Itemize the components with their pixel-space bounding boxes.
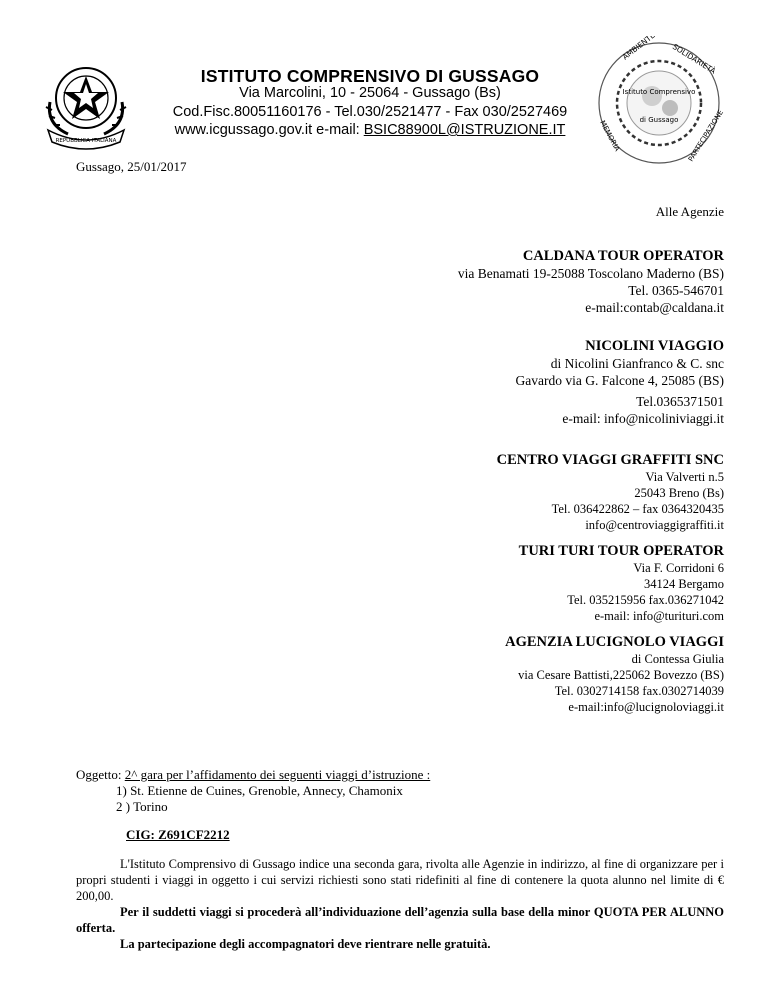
agency-name: NICOLINI VIAGGIO [585,338,724,354]
subject-text: 2^ gara per l’affidamento dei seguenti viaggi d’istruzione : [124,767,431,782]
school-address: Via Marcolini, 10 - 25064 - Gussago (Bs) [239,85,501,101]
agency-address: via Benamati 19-25088 Toscolano Maderno (BS) [457,266,724,281]
logo-word-ambiente: AMBIENTE [620,36,657,62]
subject-line [76,767,430,783]
agency-name: TURI TURI TOUR OPERATOR [518,543,724,559]
logo-inner-line-2: di Gussago [639,116,679,124]
logo-word-partecipazione: PARTECIPAZIONE [686,108,726,164]
body-paragraph-bold: Per il suddetti viaggi si procederà all’individuazione dell’agenzia sulla base della minor QUOTA PER ALUNNO offerta. [76,905,724,935]
agency-name: CENTRO VIAGGI GRAFFITI SNC [496,452,724,468]
agency-email[interactable]: e-mail: info@nicoliniviaggi.it [562,411,724,426]
agency-address: via Cesare Battisti,225062 Bovezzo (BS) [518,668,724,682]
agency-block [505,634,724,715]
logo-inner-line-1: Istituto Comprensivo [622,88,696,96]
logo-word-memoria: MEMORIA [598,119,622,153]
school-logo [592,36,726,170]
subject-label: Oggetto: [76,767,125,782]
school-email-link[interactable]: BSIC88900L@ISTRUZIONE.IT [363,122,566,138]
agency-phone: Tel. 0365-546701 [628,283,724,298]
logo-word-solidarieta: SOLIDARIETÀ [670,42,718,76]
agency-block [458,248,724,316]
place-date: Gussago, 25/01/2017 [76,159,187,174]
agency-city: 34124 Bergamo [644,577,724,591]
agency-name: AGENZIA LUCIGNOLO VIAGGI [505,634,724,650]
agency-email[interactable]: e-mail:contab@caldana.it [585,300,724,315]
school-fiscal-info: Cod.Fisc.80051160176 - Tel.030/2521477 - Fax 030/2527469 [172,104,568,120]
cig-code: CIG: Z691CF2212 [126,827,230,842]
emblem-ribbon-text: REPUBBLICA ITALIANA [55,138,117,144]
agency-phone: Tel. 035215956 fax.036271042 [567,593,724,607]
agency-email[interactable]: e-mail: info@turituri.com [594,609,724,623]
agency-name: CALDANA TOUR OPERATOR [522,248,724,264]
school-contacts [150,121,590,139]
recipients-heading: Alle Agenzie [655,204,724,219]
agency-email[interactable]: e-mail:info@lucignoloviaggi.it [568,700,724,714]
agency-email[interactable]: info@centroviaggigraffiti.it [585,518,724,532]
agency-phone: Tel. 0302714158 fax.0302714039 [554,684,724,698]
agency-address: Via Valverti n.5 [645,470,724,484]
agency-phone: Tel. 036422862 – fax 0364320435 [551,502,724,516]
agency-city: 25043 Breno (Bs) [634,486,724,500]
agency-address: Gavardo via G. Falcone 4, 25085 (BS) [515,373,724,388]
agency-address: Via F. Corridoni 6 [633,561,724,575]
agency-detail: di Contessa Giulia [631,652,724,666]
agency-phone: Tel.0365371501 [636,394,724,409]
school-name: ISTITUTO COMPRENSIVO DI GUSSAGO [200,66,540,86]
agency-detail: di Nicolini Gianfranco & C. snc [550,356,724,371]
agency-block [497,452,724,533]
subject-item: 2 ) Torino [116,799,168,814]
agency-block [516,338,724,427]
body-paragraph: L'Istituto Comprensivo di Gussago indice una seconda gara, rivolta alle Agenzie in indirizzo, al fine di organizzare per i propri studenti i viaggi in oggetto i cui servizi richiesti sono stati ridefiniti al fine di contenere la quota alunno nel limite di € 200,00. [76,857,724,903]
italian-republic-emblem [28,52,148,150]
agency-block [519,543,724,624]
body-paragraph-bold: La partecipazione degli accompagnatori deve rientrare nelle gratuità. [120,937,491,951]
school-website[interactable]: www.icgussago.gov.it e-mail: [174,122,364,138]
subject-item: 1) St. Etienne de Cuines, Grenoble, Annecy, Chamonix [116,783,403,798]
